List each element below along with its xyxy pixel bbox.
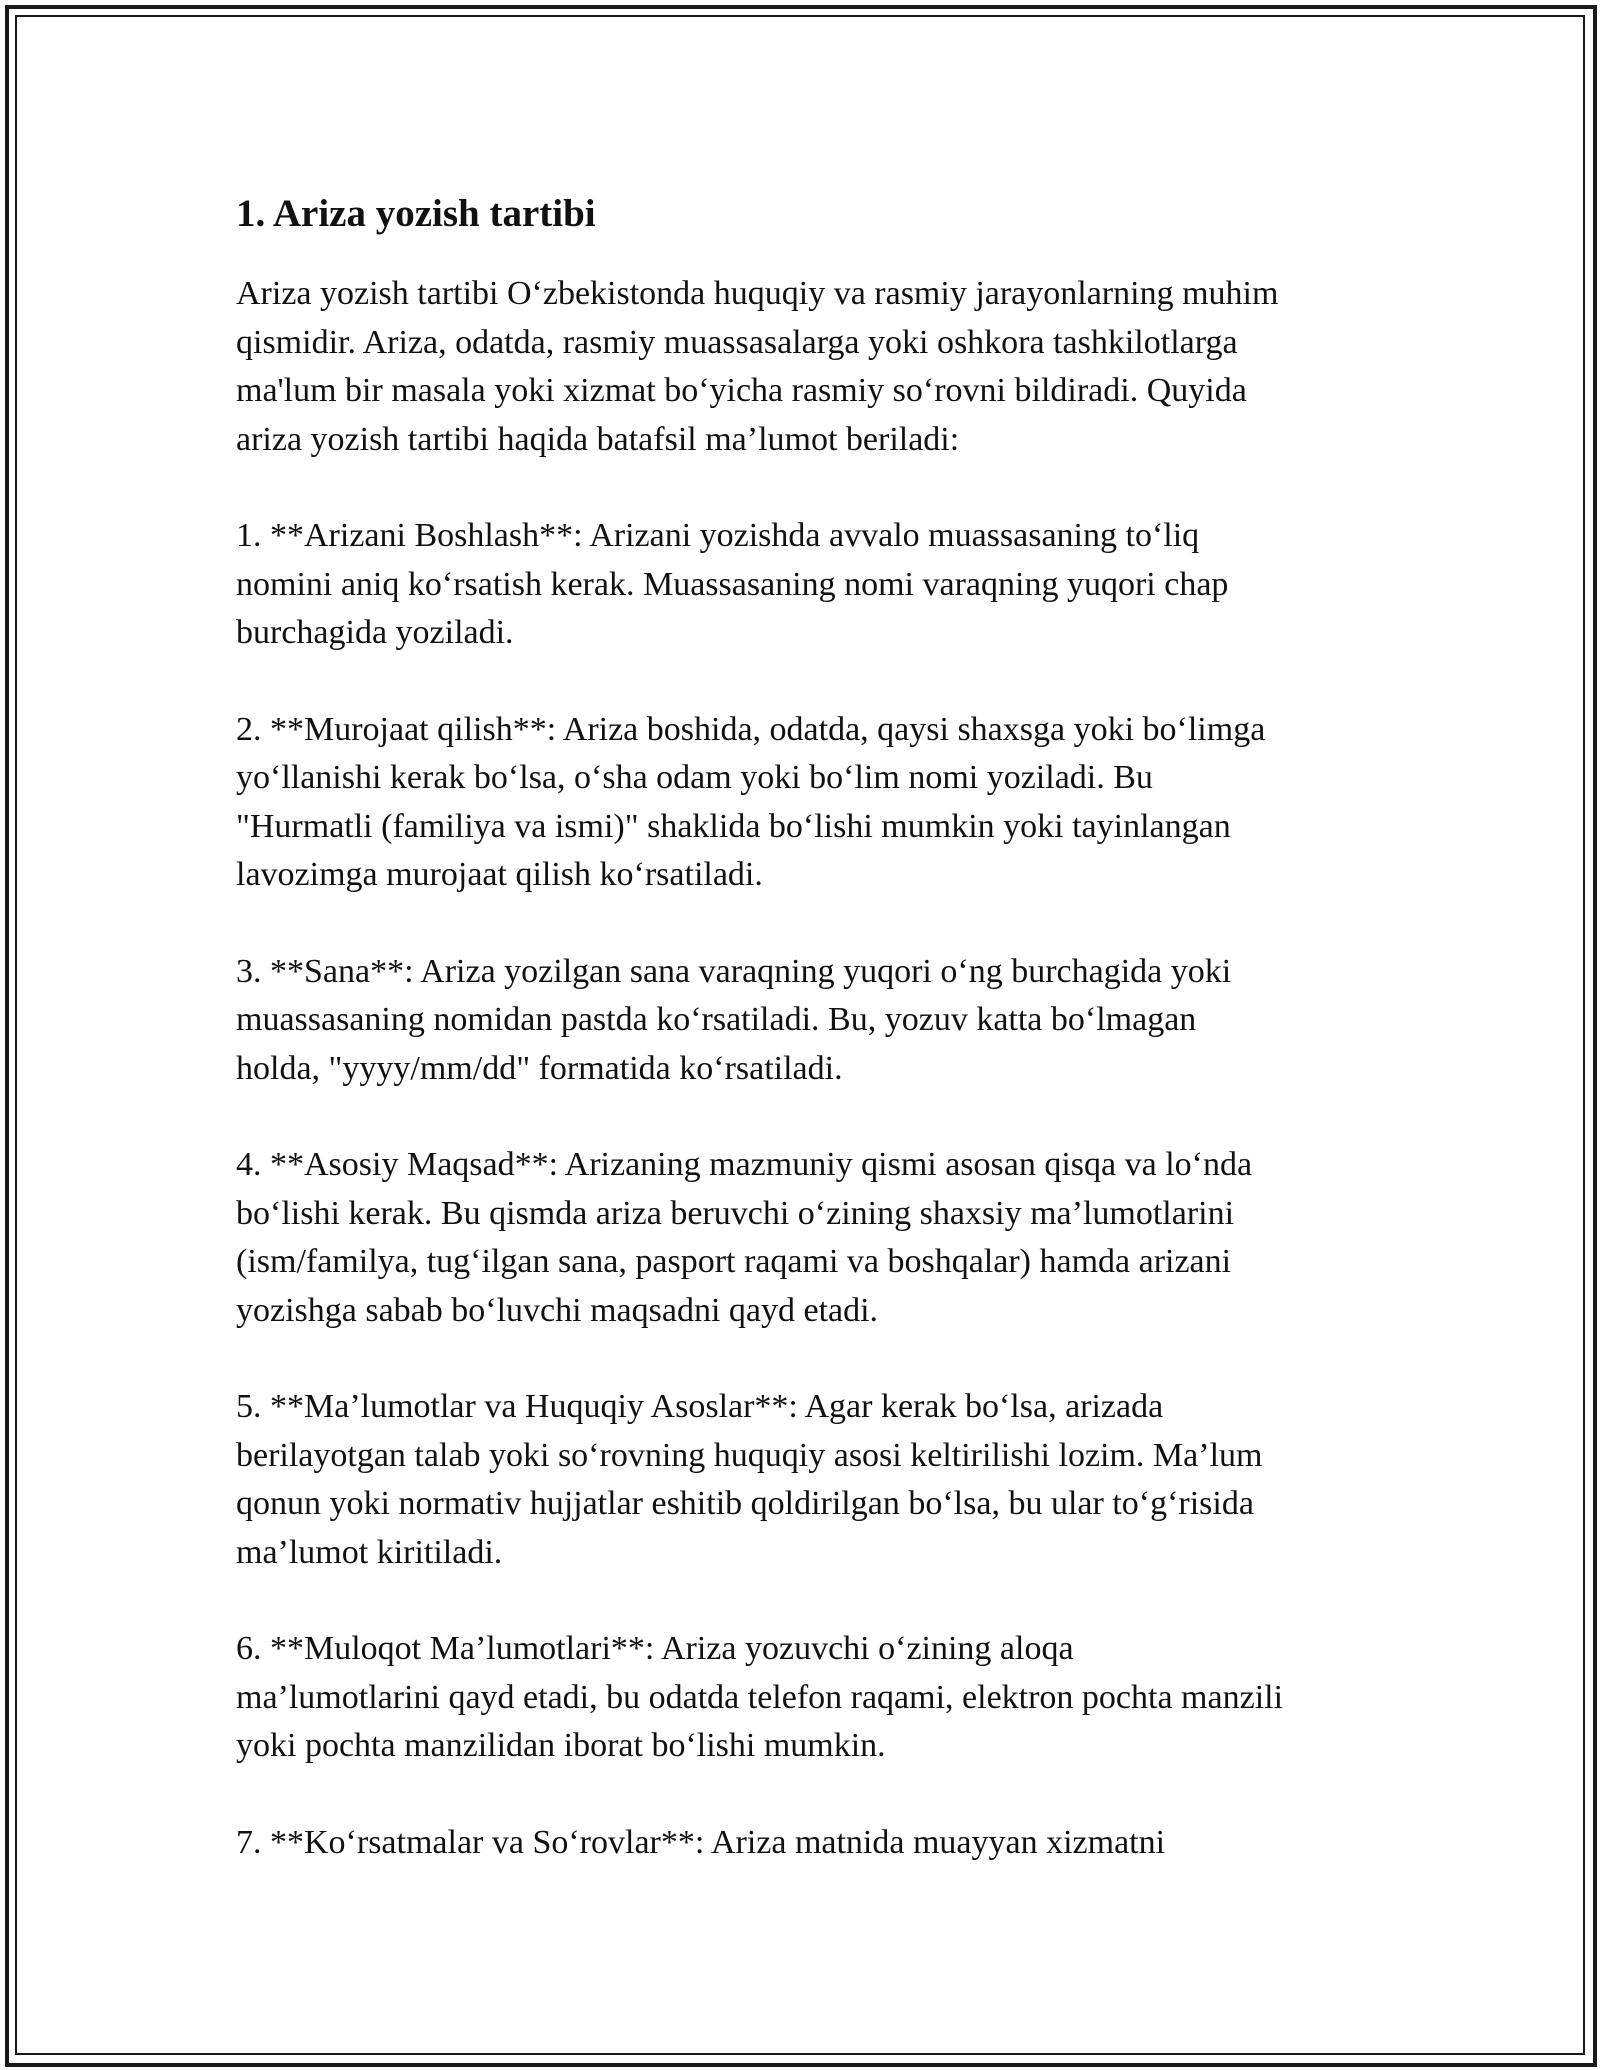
text-line: 1. **Arizani Boshlash**: Arizani yozishda avvalo muassasaning to‘liq xyxy=(236,517,1200,554)
text-line: 2. **Murojaat qilish**: Ariza boshida, odatda, qaysi shaxsga yoki bo‘limga xyxy=(236,710,1266,748)
step-6-paragraph xyxy=(236,1625,1376,1771)
document-body xyxy=(236,184,1376,1915)
text-line: ma’lumot kiritiladi. xyxy=(236,1533,503,1571)
text-line: 3. **Sana**: Ariza yozilgan sana varaqning yuqori o‘ng burchagida yoki xyxy=(236,952,1232,990)
text-line: ma’lumotlarini qayd etadi, bu odatda telefon raqami, elektron pochta manzili xyxy=(236,1678,1284,1716)
text-line: "Hurmatli (familiya va ismi)" shaklida bo‘lishi mumkin yoki tayinlangan xyxy=(236,807,1231,845)
text-line: muassasaning nomidan pastda ko‘rsatiladi. Bu, yozuv katta bo‘lmagan xyxy=(236,1001,1197,1038)
step-3-paragraph xyxy=(236,948,1376,1094)
text-line: nomini aniq ko‘rsatish kerak. Muassasaning nomi varaqning yuqori chap xyxy=(236,565,1229,603)
step-2-paragraph xyxy=(236,706,1376,900)
step-4-paragraph xyxy=(236,1141,1376,1335)
text-line: 5. **Ma’lumotlar va Huquqiy Asoslar**: Agar kerak bo‘lsa, arizada xyxy=(236,1388,1164,1425)
intro-paragraph xyxy=(236,270,1376,464)
step-5-paragraph xyxy=(236,1383,1376,1577)
text-line: qismidir. Ariza, odatda, rasmiy muassasalarga yoki oshkora tashkilotlarga xyxy=(236,323,1238,361)
text-line: yo‘llanishi kerak bo‘lsa, o‘sha odam yoki bo‘lim nomi yoziladi. Bu xyxy=(236,759,1153,796)
document-title: 1. Ariza yozish tartibi xyxy=(236,192,596,235)
text-line: holda, "yyyy/mm/dd" formatida ko‘rsatiladi. xyxy=(236,1049,843,1087)
text-line: (ism/familya, tug‘ilgan sana, pasport raqami va boshqalar) hamda arizani xyxy=(236,1243,1232,1280)
text-line: yoki pochta manzilidan iborat bo‘lishi mumkin. xyxy=(236,1727,886,1764)
text-line: bo‘lishi kerak. Bu qismda ariza beruvchi o‘zining shaxsiy ma’lumotlarini xyxy=(236,1194,1235,1232)
text-line: Ariza yozish tartibi O‘zbekistonda huquqiy va rasmiy jarayonlarning muhim xyxy=(236,275,1279,312)
text-line: burchagida yoziladi. xyxy=(236,614,514,651)
text-line: 4. **Asosiy Maqsad**: Arizaning mazmuniy qismi asosan qisqa va lo‘nda xyxy=(236,1146,1253,1183)
text-line: 6. **Muloqot Ma’lumotlari**: Ariza yozuvchi o‘zining aloqa xyxy=(236,1630,1074,1667)
text-line: ma'lum bir masala yoki xizmat bo‘yicha rasmiy so‘rovni bildiradi. Quyida xyxy=(236,372,1247,409)
step-1-paragraph xyxy=(236,512,1376,658)
step-7-paragraph xyxy=(236,1819,1376,1868)
text-line: lavozimga murojaat qilish ko‘rsatiladi. xyxy=(236,856,763,893)
text-line: qonun yoki normativ hujjatlar eshitib qoldirilgan bo‘lsa, bu ular to‘g‘risida xyxy=(236,1485,1254,1522)
text-line: berilayotgan talab yoki so‘rovning huquqiy asosi keltirilishi lozim. Ma’lum xyxy=(236,1436,1263,1474)
text-line: 7. **Ko‘rsatmalar va So‘rovlar**: Ariza matnida muayyan xizmatni xyxy=(236,1823,1166,1861)
text-line: yozishga sabab bo‘luvchi maqsadni qayd etadi. xyxy=(236,1291,879,1329)
text-line: ariza yozish tartibi haqida batafsil ma’lumot beriladi: xyxy=(236,420,960,458)
